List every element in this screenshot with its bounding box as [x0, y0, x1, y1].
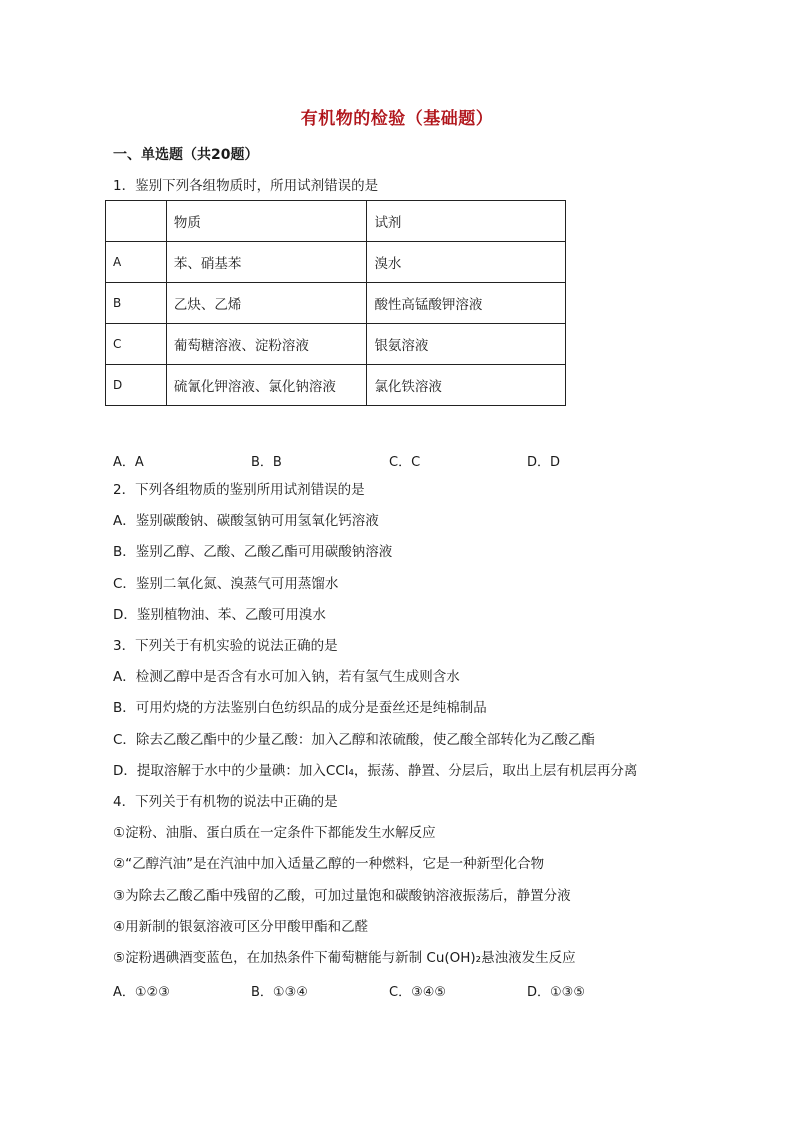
question-4-statement-2: ②“乙醇汽油”是在汽油中加入适量乙醇的一种燃料，它是一种新型化合物 — [113, 856, 545, 872]
question-2-option-d[interactable]: D．鉴别植物油、苯、乙酸可用溴水 — [113, 607, 326, 623]
question-4-stem: 4．下列关于有机物的说法中正确的是 — [113, 794, 338, 810]
question-2-stem: 2．下列各组物质的鉴别所用试剂错误的是 — [113, 482, 365, 498]
document-title: 有机物的检验（基础题） — [300, 109, 494, 129]
question-3-option-d[interactable]: D．提取溶解于水中的少量碘：加入CCl₄，振荡、静置、分层后，取出上层有机层再分离 — [113, 763, 638, 779]
question-3-option-b[interactable]: B．可用灼烧的方法鉴别白色纺织品的成分是蚕丝还是纯棉制品 — [113, 700, 487, 716]
question-4-statement-5: ⑤淀粉遇碘酒变蓝色，在加热条件下葡萄糖能与新制 Cu(OH)₂悬浊液发生反应 — [113, 950, 576, 966]
table-cell: C — [106, 324, 167, 365]
table-cell: A — [106, 242, 167, 283]
table-cell: 酸性高锰酸钾溶液 — [367, 283, 566, 324]
question-4-statement-4: ④用新制的银氨溶液可区分甲酸甲酯和乙醛 — [113, 919, 369, 935]
option-c[interactable]: C．③④⑤ — [389, 985, 447, 1000]
table-row — [106, 324, 566, 365]
option-b[interactable]: B．①③④ — [251, 985, 308, 1000]
question-3-option-c[interactable]: C．除去乙酸乙酯中的少量乙酸：加入乙醇和浓硫酸，使乙酸全部转化为乙酸乙酯 — [113, 732, 595, 748]
option-a[interactable]: A．①②③ — [113, 985, 170, 1000]
table-cell: 苯、硝基苯 — [166, 242, 367, 283]
question-3-stem: 3．下列关于有机实验的说法正确的是 — [113, 638, 338, 654]
table-cell: 溴水 — [367, 242, 566, 283]
table-cell: D — [106, 365, 167, 406]
question-4-statement-1: ①淀粉、油脂、蛋白质在一定条件下都能发生水解反应 — [113, 825, 436, 841]
question-2-option-c[interactable]: C．鉴别二氧化氮、溴蒸气可用蒸馏水 — [113, 576, 339, 592]
table-cell: 葡萄糖溶液、淀粉溶液 — [166, 324, 367, 365]
question-2-option-a[interactable]: A．鉴别碳酸钠、碳酸氢钠可用氢氧化钙溶液 — [113, 513, 379, 529]
table-row — [106, 242, 566, 283]
table-row — [106, 283, 566, 324]
option-d[interactable]: D．D — [527, 455, 561, 470]
question-2-option-b[interactable]: B．鉴别乙醇、乙酸、乙酸乙酯可用碳酸钠溶液 — [113, 544, 393, 560]
table-header-cell — [106, 201, 167, 242]
table-row — [106, 365, 566, 406]
table-cell: 硫氰化钾溶液、氯化钠溶液 — [166, 365, 367, 406]
option-b[interactable]: B．B — [251, 455, 282, 470]
question-3-option-a[interactable]: A．检测乙醇中是否含有水可加入钠，若有氢气生成则含水 — [113, 669, 460, 685]
question-4-statement-3: ③为除去乙酸乙酯中残留的乙酸，可加过量饱和碳酸钠溶液振荡后，静置分液 — [113, 888, 571, 904]
table-cell: B — [106, 283, 167, 324]
section-heading: 一、单选题（共20题） — [113, 147, 259, 163]
option-d[interactable]: D．①③⑤ — [527, 985, 585, 1000]
table-cell: 银氨溶液 — [367, 324, 566, 365]
table-cell: 乙炔、乙烯 — [166, 283, 367, 324]
question-1-stem: 1．鉴别下列各组物质时，所用试剂错误的是 — [113, 178, 379, 194]
option-c[interactable]: C．C — [389, 455, 421, 470]
table-cell: 氯化铁溶液 — [367, 365, 566, 406]
table-header-cell: 物质 — [166, 201, 367, 242]
question-1-table — [105, 200, 566, 406]
table-header-cell: 试剂 — [367, 201, 566, 242]
option-a[interactable]: A．A — [113, 455, 144, 470]
table-header-row — [106, 201, 566, 242]
